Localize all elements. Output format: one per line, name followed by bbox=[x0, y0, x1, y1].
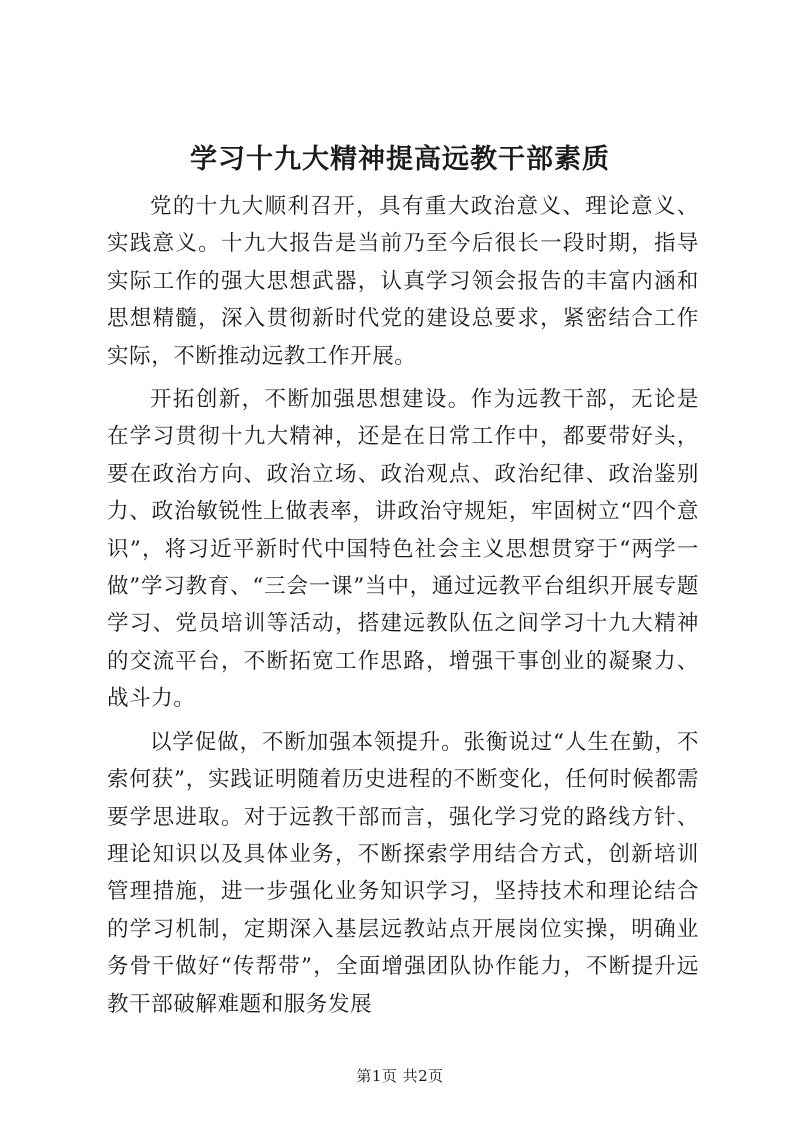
paragraph-1: 党的十九大顺利召开，具有重大政治意义、理论意义、实践意义。十九大报告是当前乃至今后很长一段时期，指导实际工作的强大思想武器，认真学习领会报告的丰富内涵和思想精髓，深入贯彻新时代党的建设总要求，紧密结合工作实际，不断推动远教工作开展。 bbox=[107, 194, 699, 369]
page-number-footer: 第1页 共2页 bbox=[356, 1067, 444, 1085]
paragraph-3: 以学促做，不断加强本领提升。张衡说过“人生在勤，不索何获”，实践证明随着历史进程的不断变化，任何时候都需要学思进取。对于远教干部而言，强化学习党的路线方针、理论知识以及具体业务，不断探索学用结合方式，创新培训管理措施，进一步强化业务知识学习，坚持技术和理论结合的学习机制，定期深入基层远教站点开展岗位实操，明确业务骨干做好“传帮带”，全面增强团队协作能力，不断提升远教干部破解难题和服务发展 bbox=[107, 729, 699, 1017]
document-title: 学习十九大精神提高远教干部素质 bbox=[190, 144, 610, 175]
paragraph-2: 开拓创新，不断加强思想建设。作为远教干部，无论是在学习贯彻十九大精神，还是在日常工作中，都要带好头，要在政治方向、政治立场、政治观点、政治纪律、政治鉴别力、政治敏锐性上做表率，讲政治守规矩，牢固树立“四个意识”，将习近平新时代中国特色社会主义思想贯穿于“两学一做”学习教育、“三会一课”当中，通过远教平台组织开展专题学习、党员培训等活动，搭建远教队伍之间学习十九大精神的交流平台，不断拓宽工作思路，增强干事创业的凝聚力、战斗力。 bbox=[107, 387, 699, 712]
document-body bbox=[107, 188, 699, 1029]
